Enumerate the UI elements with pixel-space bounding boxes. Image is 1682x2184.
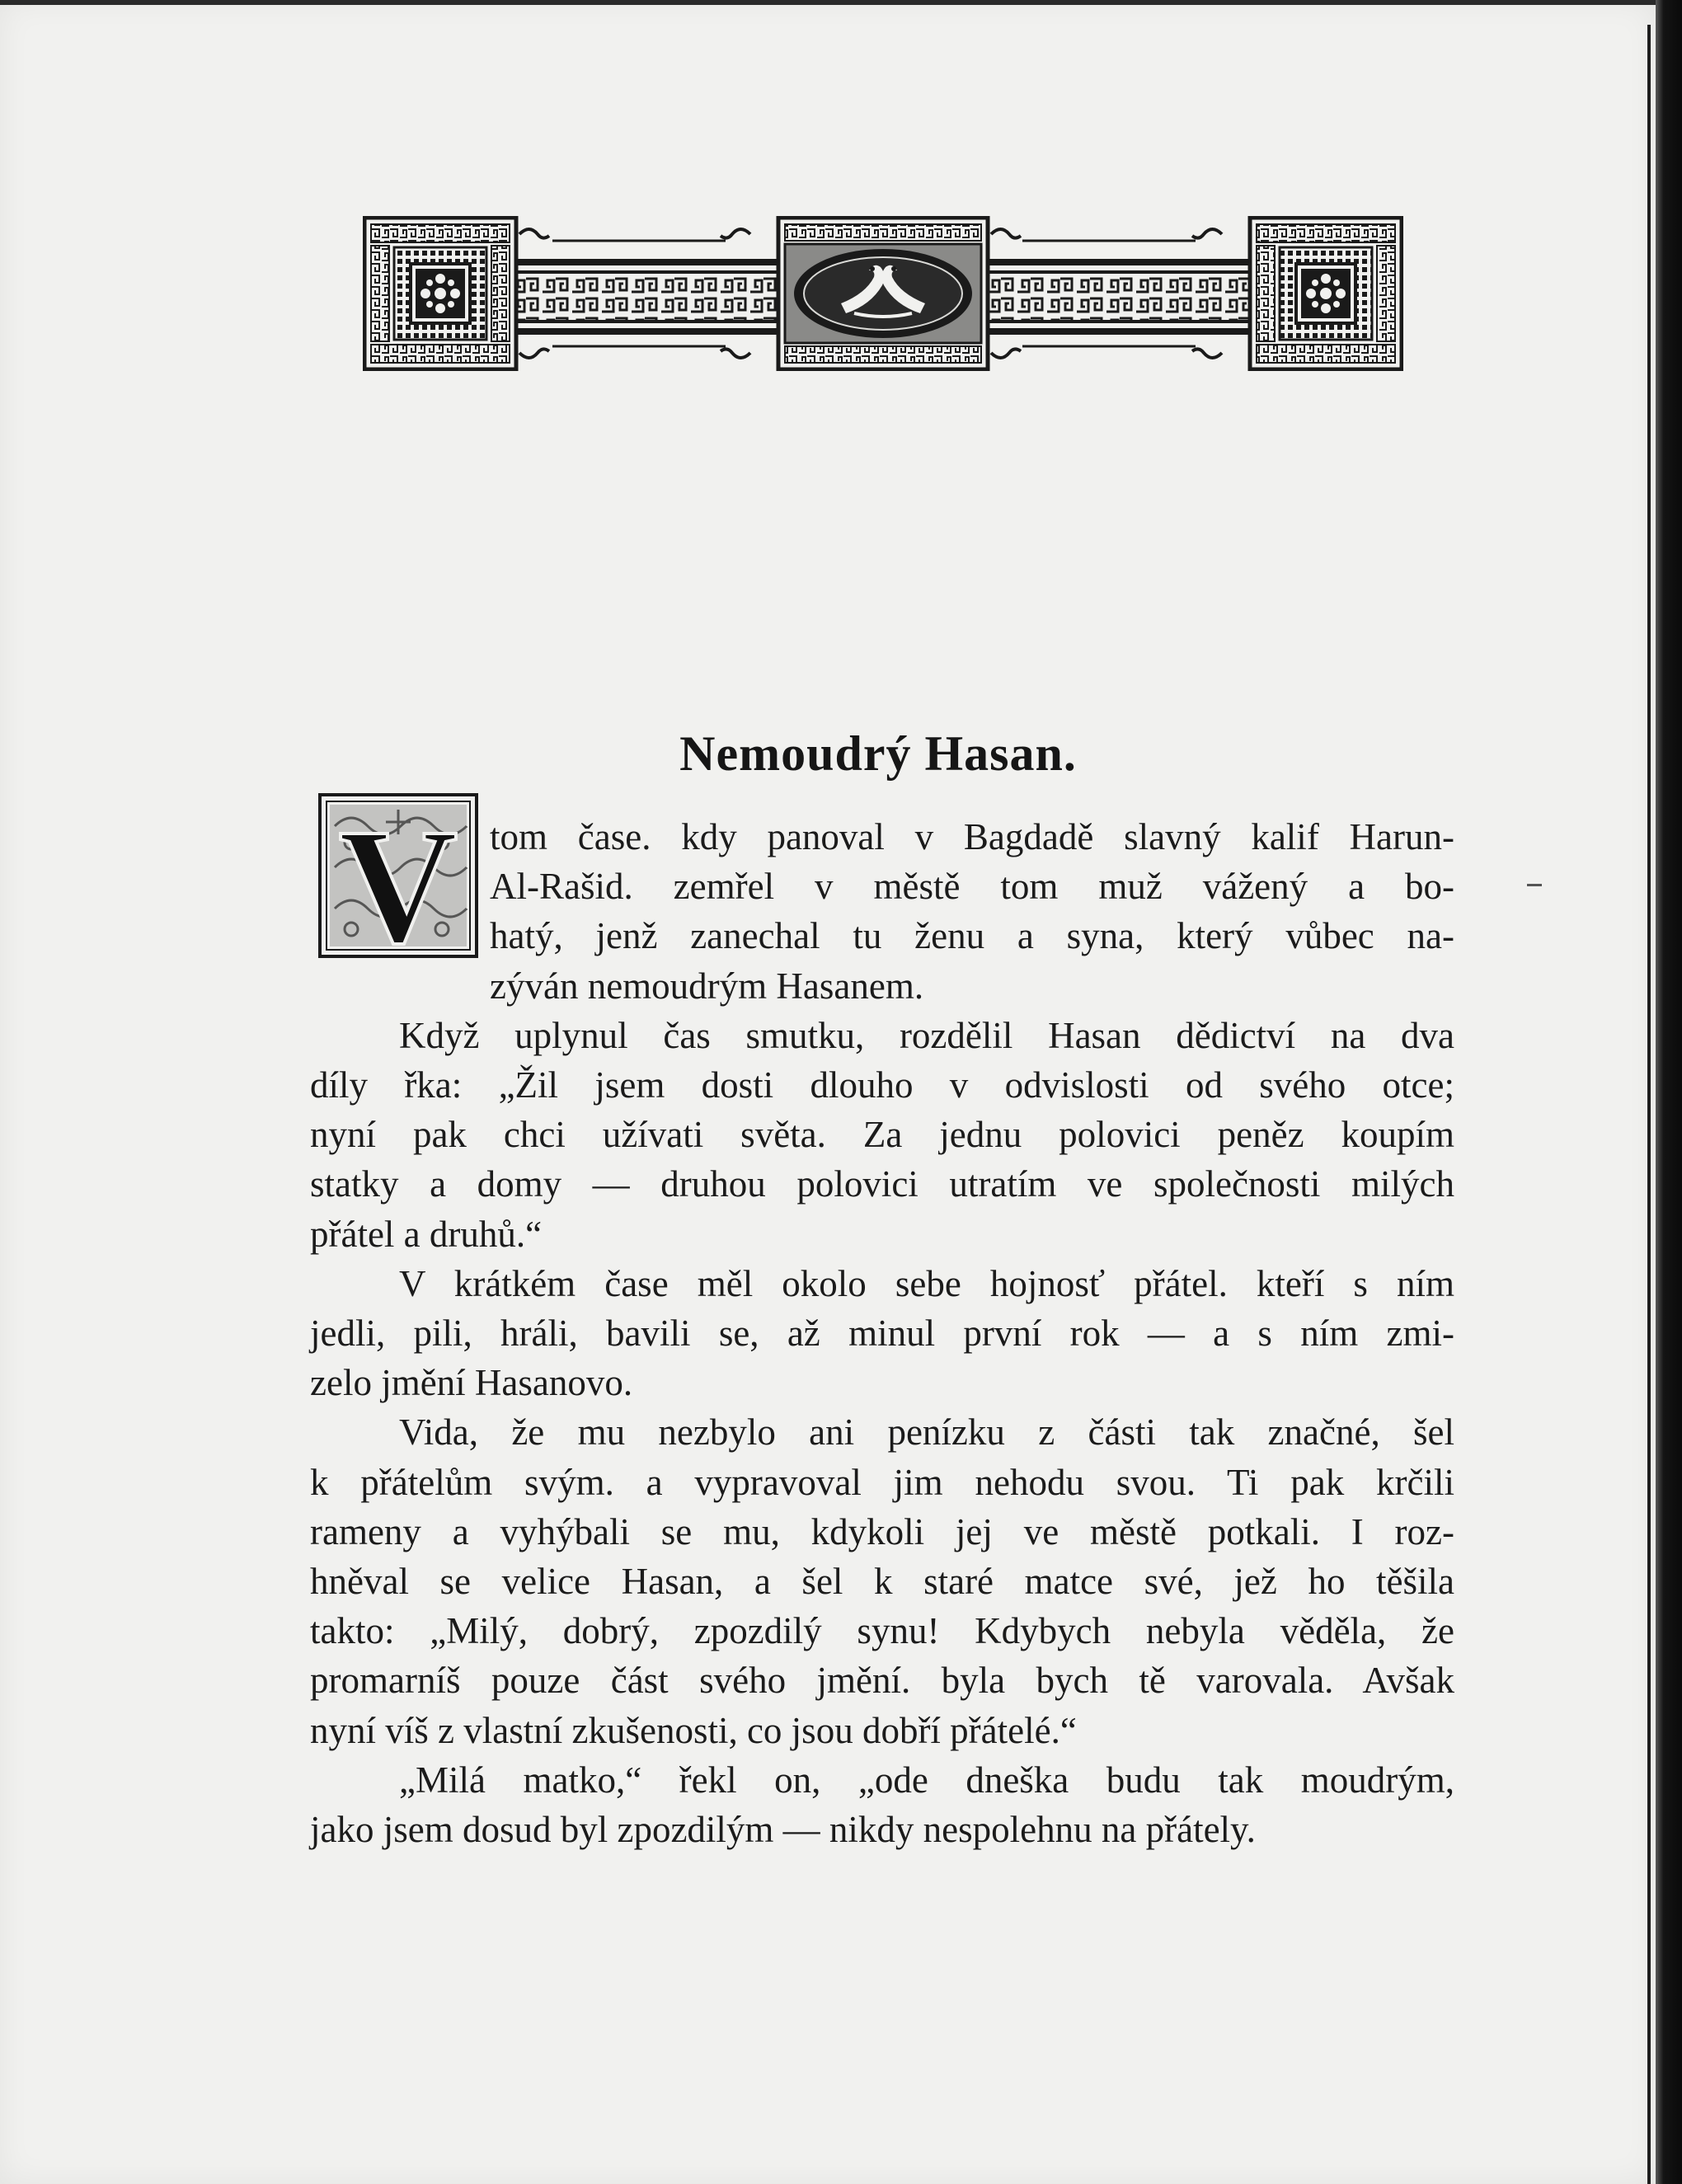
text-line: díly řka: „Žil jsem dosti dlouho v odvislosti od svého otce;	[310, 1064, 1454, 1106]
text-line: zýván nemoudrým Hasanem.	[490, 965, 924, 1007]
text-line: „Milá matko,“ řekl on, „ode dneška budu tak moudrým,	[399, 1759, 1454, 1801]
text-line: přátel a druhů.“	[310, 1213, 543, 1255]
text-line: tom čase. kdy panoval v Bagdadě slavný kalif Harun-	[490, 816, 1454, 857]
text-line: statky a domy — druhou polovici utratím ve společnosti milých	[310, 1163, 1454, 1205]
text-line: takto: „Milý, dobrý, zpozdilý synu! Kdybych nebyla věděla, že	[310, 1610, 1454, 1652]
text-line: nyní pak chci užívati světa. Za jednu polovici peněz koupím	[310, 1114, 1454, 1156]
ornament-band-right	[987, 229, 1251, 358]
margin-mark	[1527, 884, 1542, 886]
story-body	[310, 812, 1454, 1854]
text-line: hněval se velice Hasan, a šel k staré matce své, jež ho těšila	[310, 1561, 1454, 1603]
text-line: V krátkém čase měl okolo sebe hojnosť přátel. kteří s ním	[399, 1262, 1454, 1304]
text-line: nyní víš z vlastní zkušenosti, co jsou dobří přátelé.“	[310, 1709, 1077, 1751]
text-line: Al-Rašid. zemřel v městě tom muž vážený a bo-	[490, 866, 1454, 908]
text-line: jako jsem dosud byl zpozdilým — nikdy nespolehnu na přátely.	[310, 1809, 1256, 1851]
scan-right-edge	[1656, 0, 1682, 2184]
ornament-center-swan-panel	[778, 218, 988, 369]
chapter-title: Nemoudrý Hasan.	[679, 726, 1077, 782]
text-line: k přátelům svým. a vypravoval jim nehodu svou. Ti pak krčili	[310, 1461, 1454, 1503]
ornament-left-rosette-panel	[364, 218, 516, 369]
header-ornament	[363, 216, 1403, 371]
text-line: hatý, jenž zanechal tu ženu a syna, který vůbec na-	[490, 915, 1454, 957]
text-line: jedli, pili, hráli, bavili se, až minul první rok — a s ním zmi-	[310, 1313, 1454, 1355]
drop-cap-space	[310, 812, 490, 1010]
ornament-right-rosette-panel	[1250, 218, 1402, 369]
drop-cap-letter: V	[338, 796, 458, 958]
text-line: rameny a vyhýbali se mu, kdykoli jej ve městě potkali. I roz-	[310, 1510, 1454, 1552]
text-line: promarníš pouze část svého jmění. byla bych tě varovala. Avšak	[310, 1660, 1454, 1702]
scan-top-edge	[0, 0, 1682, 5]
text-line: zelo jmění Hasanovo.	[310, 1362, 633, 1404]
ornament-band-left	[515, 229, 779, 358]
text-line: Vida, že mu nezbylo ani penízku z části tak značné, šel	[399, 1411, 1454, 1454]
text-line: Když uplynul čas smutku, rozdělil Hasan dědictví na dva	[399, 1014, 1454, 1056]
page-edge-line	[1647, 25, 1651, 2184]
